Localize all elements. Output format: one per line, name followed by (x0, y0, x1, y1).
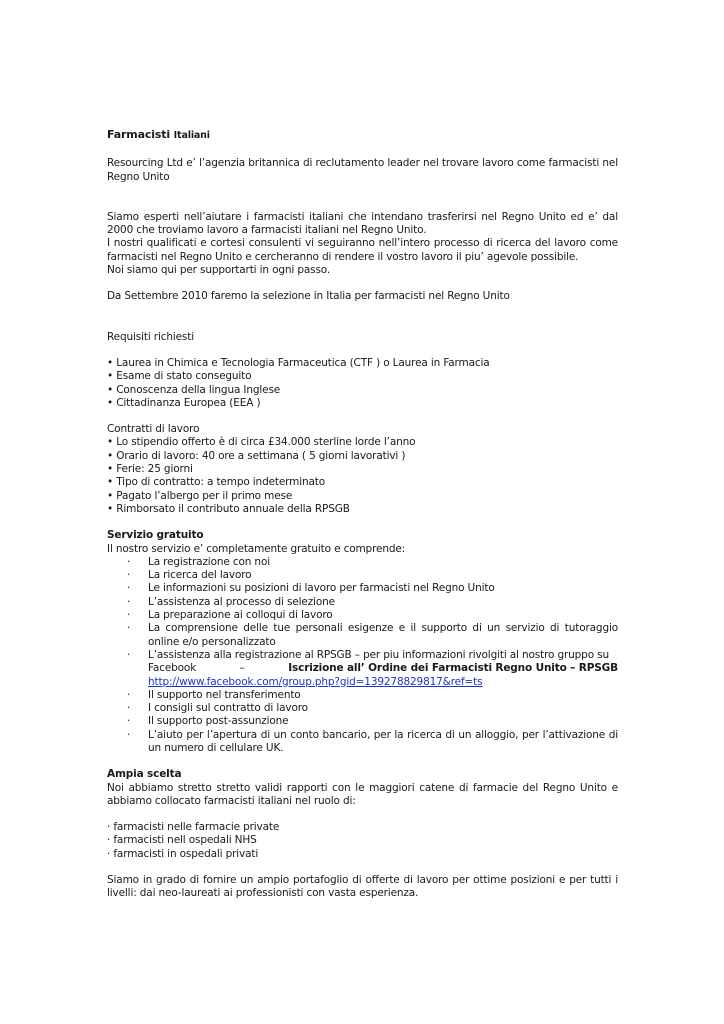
title-main: Farmacisti (107, 128, 170, 141)
requirement-item: • Esame di stato conseguito (107, 370, 252, 383)
service-item: · Il supporto nel transferimento (107, 689, 618, 702)
service-heading: Servizio gratuito (107, 529, 204, 542)
service-item: · I consigli sul contratto di lavoro (107, 702, 618, 715)
facebook-group-link[interactable]: http://www.facebook.com/group.php?gid=139278829817&ref=ts (148, 675, 483, 688)
roles-list (107, 821, 618, 861)
contract-item: • Tipo di contratto: a tempo indeterminato (107, 476, 326, 489)
choice-heading: Ampia scelta (107, 768, 182, 781)
contract-item: • Rimborsato il contributo annuale della RPSGB (107, 502, 350, 515)
service-item: · La ricerca del lavoro (107, 569, 618, 582)
service-intro: Il nostro servizio e’ completamente gratuito e comprende: (107, 542, 406, 555)
rpsgb-group-name: Iscrizione all’ Ordine dei Farmacisti Regno Unito – RPSGB (288, 662, 618, 675)
contracts-list (107, 436, 618, 516)
bullet-dot: · (127, 715, 131, 728)
role-item: · farmacisti nelle farmacie private (107, 821, 280, 834)
dash: – (239, 662, 245, 675)
rpsgb-text: L’assistenza alla registrazione al RPSGB – per piu informazioni rivolgiti al nostro gruppo su (148, 648, 609, 661)
bullet-dot: · (127, 569, 131, 582)
service-item: · La preparazione ai colloqui di lavoro (107, 609, 618, 622)
service-list (107, 556, 618, 755)
rpsgb-facebook-line (148, 662, 618, 675)
support-paragraph: Noi siamo qui per supportarti in ogni passo. (107, 264, 331, 277)
title-sub: Italiani (173, 130, 210, 141)
requirements-list (107, 357, 618, 410)
contracts-heading: Contratti di lavoro (107, 423, 200, 436)
bullet-dot: · (127, 702, 131, 715)
bullet-dot: · (127, 728, 131, 741)
bullet-dot: · (127, 595, 131, 608)
service-item: · La comprensione delle tue personali esigenze e il supporto di un servizio di tutoraggio online e/o personalizzato (107, 622, 618, 649)
choice-intro: Noi abbiamo stretto stretto validi rapporti con le maggiori catene di farmacie del Regno Unito e abbiamo collocato farmacisti italiani nel ruolo di: (107, 781, 618, 807)
contract-item: • Orario di lavoro: 40 ore a settimana ( 5 giorni lavorativi ) (107, 449, 406, 462)
bullet-dot: · (127, 582, 131, 595)
bullet-dot: · (127, 622, 131, 635)
bullet-dot: · (127, 688, 131, 701)
requirements-heading: Requisiti richiesti (107, 330, 194, 343)
role-item: · farmacisti in ospedali privati (107, 847, 259, 860)
contract-item: • Pagato l’albergo per il primo mese (107, 489, 293, 502)
service-item: · L’aiuto per l’apertura di un conto bancario, per la ricerca di un alloggio, per l’attivazione di un numero di cellulare UK. (107, 729, 618, 756)
bullet-dot: · (127, 555, 131, 568)
contract-item: • Lo stipendio offerto è di circa £34.000 sterline lorde l’anno (107, 436, 416, 449)
consultants-paragraph: I nostri qualificati e cortesi consulenti vi seguiranno nell’intero processo di ricerca del lavoro come farmacisti nel Regno Unito e cercheranno di rendere il vostro lavoro il piu’ agevole possibile. (107, 237, 618, 263)
requirement-item: • Laurea in Chimica e Tecnologia Farmaceutica (CTF ) o Laurea in Farmacia (107, 356, 490, 369)
document-page (107, 128, 618, 901)
contract-item: • Ferie: 25 giorni (107, 463, 193, 476)
requirement-item: • Conoscenza della lingua Inglese (107, 383, 281, 396)
requirement-item: • Cittadinanza Europea (EEA ) (107, 396, 261, 409)
service-item: · Le informazioni su posizioni di lavoro per farmacisti nel Regno Unito (107, 582, 618, 595)
bullet-dot: · (127, 609, 131, 622)
bullet-dot: · (127, 648, 131, 661)
experience-paragraph: Siamo esperti nell’aiutare i farmacisti italiani che intendano trasferirsi nel Regno Unito ed e’ dal 2000 che troviamo lavoro a farmacisti italiani nel Regno Unito. (107, 210, 618, 237)
service-item: · La registrazione con noi (107, 556, 618, 569)
facebook-label: Facebook (148, 662, 197, 675)
closing-paragraph: Siamo in grado di fornire un ampio portafoglio di offerte di lavoro per ottime posizioni e per tutti i livelli: dai neo-laureati ai professionisti con vasta esperienza. (107, 874, 618, 900)
service-item-rpsgb (107, 649, 618, 689)
service-item: · Il supporto post-assunzione (107, 715, 618, 728)
page-title (107, 128, 618, 142)
intro-paragraph: Resourcing Ltd e’ l’agenzia britannica di reclutamento leader nel trovare lavoro come farmacisti nel Regno Unito (107, 157, 618, 183)
service-item: · L’assistenza al processo di selezione (107, 596, 618, 609)
role-item: · farmacisti nell ospedali NHS (107, 834, 257, 847)
selection-paragraph: Da Settembre 2010 faremo la selezione in Italia per farmacisti nel Regno Unito (107, 290, 510, 303)
